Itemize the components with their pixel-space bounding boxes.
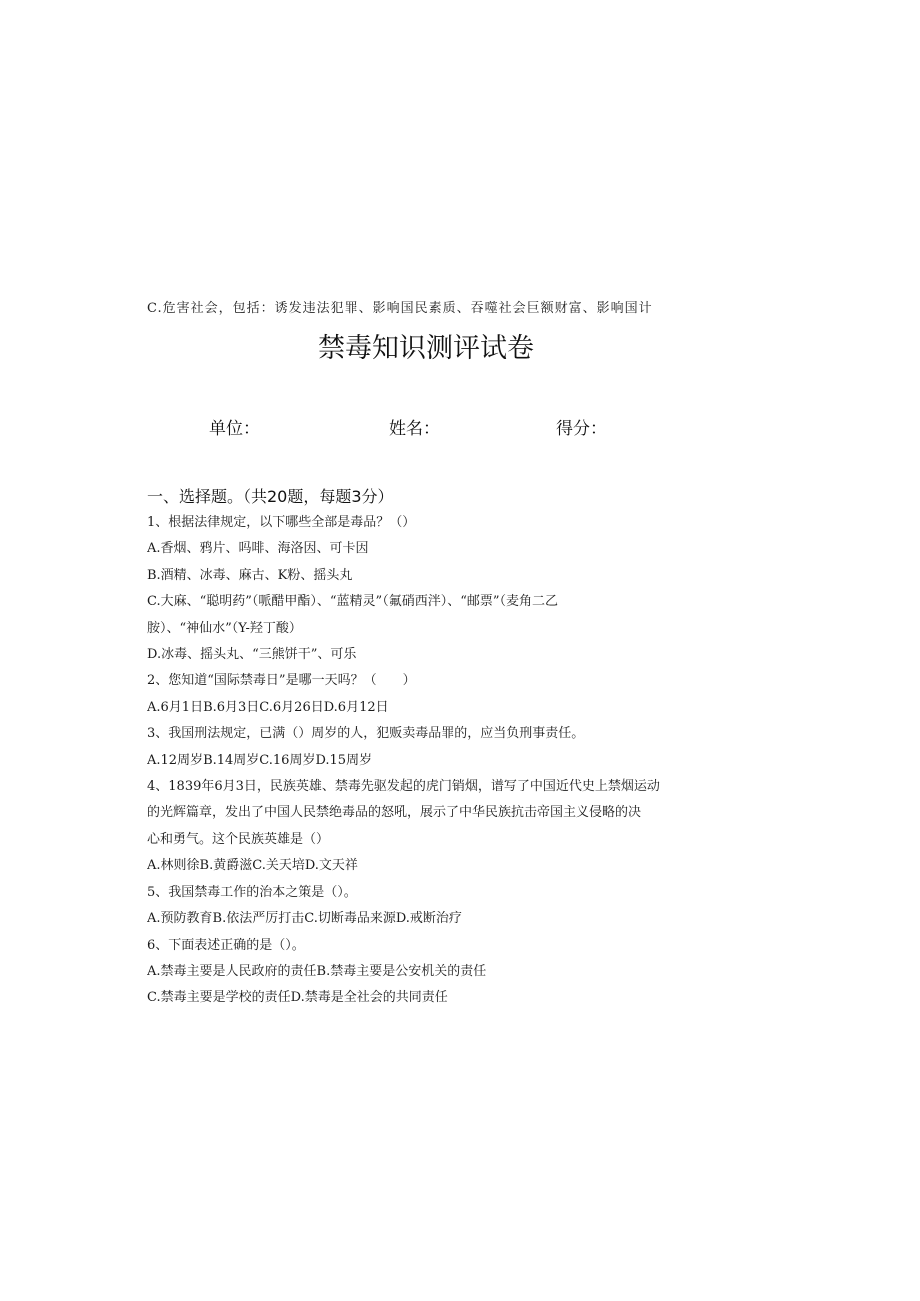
question-line: A.预防教育B.依法严厉打击C.切断毒品来源D.戒断治疗	[147, 911, 462, 927]
question-line: A.禁毒主要是人民政府的责任B.禁毒主要是公安机关的责任	[147, 963, 487, 979]
question-line: 胺）、“神仙水”（Y-羟丁酸）	[147, 620, 302, 636]
question-line: A.林则徐B.黄爵滋C.关天培D.文天祥	[147, 858, 358, 874]
question-line: A.6月1日B.6月3日C.6月26日D.6月12日	[147, 699, 389, 715]
header-fragment-text: C.危害社会，包括：诱发违法犯罪、影响国民素质、吞噬社会巨额财富、影响国计	[147, 301, 653, 316]
question-line: C.禁毒主要是学校的责任D.禁毒是全社会的共同责任	[147, 990, 448, 1006]
question-line: A.12周岁B.14周岁C.16周岁D.15周岁	[147, 752, 373, 768]
question-line: 1、根据法律规定，以下哪些全部是毒品？（）	[147, 515, 416, 530]
question-line: 的光辉篇章，发出了中国人民禁绝毒品的怒吼，展示了中华民族抗击帝国主义侵略的决	[147, 805, 642, 821]
question-line: 3、我国刑法规定，已满（）周岁的人，犯贩卖毒品罪的，应当负刑事责任。	[147, 726, 585, 742]
page-title: 禁毒知识测评试卷	[318, 333, 534, 364]
question-line: 4、1839年6月3日，民族英雄、禁毒先驱发起的虎门销烟，谱写了中国近代史上禁烟运动	[147, 779, 660, 795]
unit-label: 单位：	[209, 419, 260, 439]
question-line: B.酒精、冰毒、麻古、K粉、摇头丸	[147, 567, 353, 583]
question-line: A.香烟、鸦片、吗啡、海洛因、可卡因	[147, 541, 369, 557]
question-list	[147, 510, 717, 1012]
question-line: C.大麻、“聪明药”（哌醋甲酯）、“蓝精灵”（氟硝西泮）、“邮票”（麦角二乙	[147, 594, 558, 610]
question-line: 心和勇气。这个民族英雄是（）	[147, 831, 330, 847]
question-line: 2、您知道“国际禁毒日”是哪一天吗？（ ）	[147, 673, 416, 689]
question-line: 6、下面表述正确的是（）。	[147, 937, 305, 953]
section-heading: 一、选择题。（共20题，每题3分）	[147, 487, 394, 506]
score-label: 得分：	[556, 419, 607, 439]
question-line: D.冰毒、摇头丸、“三熊饼干”、可乐	[147, 647, 357, 663]
name-label: 姓名：	[389, 419, 440, 439]
question-line: 5、我国禁毒工作的治本之策是（）。	[147, 884, 357, 900]
